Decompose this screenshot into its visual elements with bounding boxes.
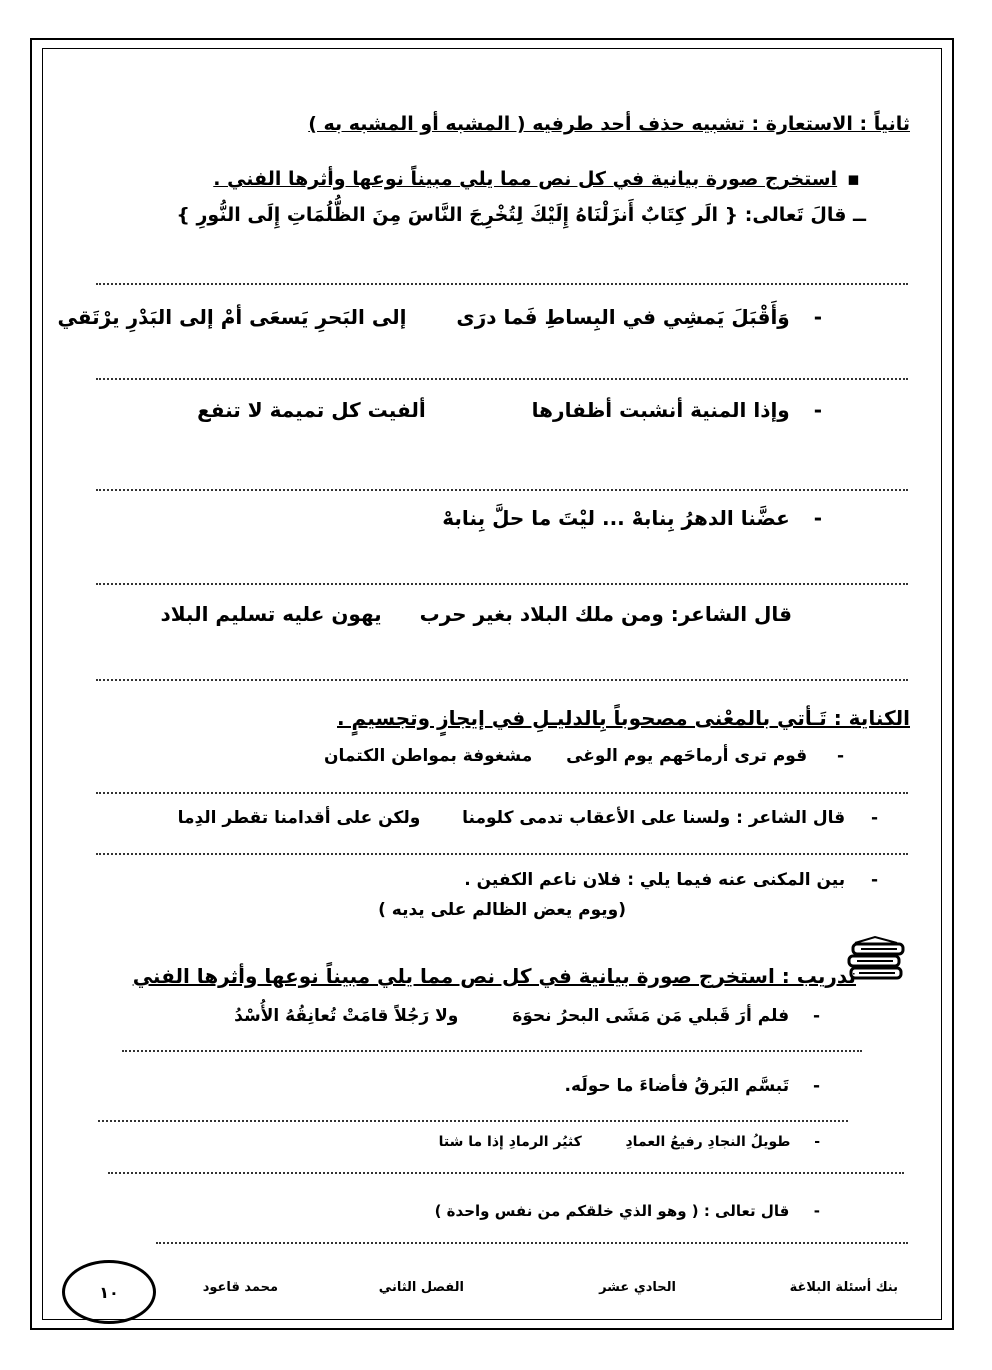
verse-text: تَبسَّم البَرقُ فأضاءَ ما حولَه. bbox=[564, 1076, 790, 1096]
identify-subtext: (ويوم يعض الظالم على يديه ) bbox=[378, 900, 626, 920]
answer-line bbox=[96, 378, 908, 380]
answer-line bbox=[96, 792, 908, 794]
answer-line bbox=[156, 1242, 908, 1244]
item-dash: - bbox=[813, 1202, 820, 1220]
kinaya-heading: الكناية : تَـأتي بالمعْنى مصحوباً بِالدليـلِ في إيجازٍ وتجسيمٍ . bbox=[337, 706, 910, 730]
answer-line bbox=[96, 679, 908, 681]
istiara-instruction bbox=[213, 168, 860, 190]
item-dash: - bbox=[814, 1134, 820, 1150]
bullet-icon: ▪ bbox=[847, 168, 860, 190]
answer-line bbox=[96, 489, 908, 491]
footer-author: محمد قاعود bbox=[202, 1280, 278, 1295]
answer-line bbox=[96, 583, 908, 585]
istiara-item-4 bbox=[160, 602, 792, 626]
training-item-2 bbox=[565, 1076, 820, 1096]
answer-line bbox=[108, 1172, 904, 1174]
kinaya-identify bbox=[464, 870, 878, 890]
item-dash: - bbox=[870, 808, 878, 828]
verse-first-half: وَأَقْبَلَ يَمشِي في البِساطِ فَما درَى bbox=[456, 305, 790, 329]
identify-text: بين المكنى عنه فيما يلي : فلان ناعم الكفين . bbox=[464, 870, 846, 890]
footer-term: الفصل الثاني bbox=[378, 1280, 464, 1295]
page-number-badge bbox=[62, 1260, 156, 1324]
inner-border bbox=[42, 48, 942, 1320]
verse-second-half: كثيُر الرمادِ إذا ما شتا bbox=[438, 1134, 582, 1150]
verse-first-half: فلم أرَ قَبلي مَن مَشَى البحرُ نحوَهَ bbox=[512, 1006, 790, 1026]
kinaya-item-1 bbox=[324, 746, 844, 766]
verse-second-half: مشغوفة بمواطن الكتمان bbox=[324, 746, 533, 766]
footer-grade: الحادي عشر bbox=[599, 1280, 676, 1295]
item-dash: - bbox=[812, 1076, 820, 1096]
verse-second-half: ولا رَجُلاً قامَتْ تُعانِقُهُ الأُسْدُ bbox=[234, 1006, 459, 1026]
verse-second-half: ألفيت كل تميمة لا تنفع bbox=[197, 398, 426, 422]
item-dash: - bbox=[836, 746, 844, 766]
istiara-heading: ثانياً : الاستعارة : تشبيه حذف أحد طرفيه ( المشبه أو المشبه به ) bbox=[308, 113, 910, 135]
training-item-4 bbox=[435, 1202, 820, 1220]
verse-second-half: إلى البَحرِ يَسعَى أمْ إلى البَدْرِ يرْتَقي bbox=[57, 305, 407, 329]
verse-first-half: قوم ترى أرماحَهم يوم الوغى bbox=[566, 746, 808, 766]
verse-second-half: ولكن على أقدامنا تقطر الدِما bbox=[177, 808, 421, 828]
item-dash: - bbox=[870, 870, 878, 890]
training-heading: تدريب : استخرج صورة بيانية في كل نص مما يلي مبيناً نوعها وأثرها الفني bbox=[132, 964, 856, 988]
verse-first-half: قال الشاعر: ومن ملك البلاد بغير حرب bbox=[419, 602, 792, 626]
verse-text: عضَّنا الدهرُ بِنابهْ ... ليْتَ ما حلَّ بِنابهْ bbox=[442, 506, 790, 530]
quran-verse: ــ قالَ تَعالى: { الَر كِتَابٌ أَنزَلْنَاهُ إِلَيْكَ لِتُخْرِجَ النَّاسَ مِنَ الظُّلُمَاتِ إِلَى النُّورِ } bbox=[176, 204, 866, 226]
item-dash: - bbox=[812, 1006, 820, 1026]
answer-line bbox=[96, 853, 908, 855]
istiara-item-1 bbox=[58, 305, 822, 329]
kinaya-item-2 bbox=[178, 808, 878, 828]
istiara-item-2 bbox=[197, 398, 822, 422]
training-item-1 bbox=[234, 1006, 820, 1026]
answer-line bbox=[122, 1050, 862, 1052]
istiara-item-3 bbox=[442, 506, 822, 530]
answer-line bbox=[96, 283, 908, 285]
item-dash: - bbox=[813, 305, 822, 329]
verse-first-half: وإذا المنية أنشبت أظفارها bbox=[531, 398, 790, 422]
page-number: ١٠ bbox=[99, 1282, 119, 1302]
item-dash: - bbox=[813, 506, 822, 530]
verse-first-half: قال الشاعر : ولسنا على الأعقاب تدمى كلومنا bbox=[462, 808, 846, 828]
footer-bank: بنك أسئلة البلاغة bbox=[789, 1280, 898, 1295]
answer-line bbox=[98, 1120, 848, 1122]
item-dash: - bbox=[813, 398, 822, 422]
training-item-3 bbox=[439, 1134, 820, 1150]
instruction-text: استخرج صورة بيانية في كل نص مما يلي مبيناً نوعها وأثرها الفني . bbox=[213, 168, 838, 190]
verse-first-half: طويلُ النجادِ رفيعُ العمادِ bbox=[625, 1134, 791, 1150]
verse-second-half: يهون عليه تسليم البلاد bbox=[160, 602, 382, 626]
verse-text: قال تعالى : ( وهو الذي خلقكم من نفس واحدة ) bbox=[434, 1202, 790, 1220]
